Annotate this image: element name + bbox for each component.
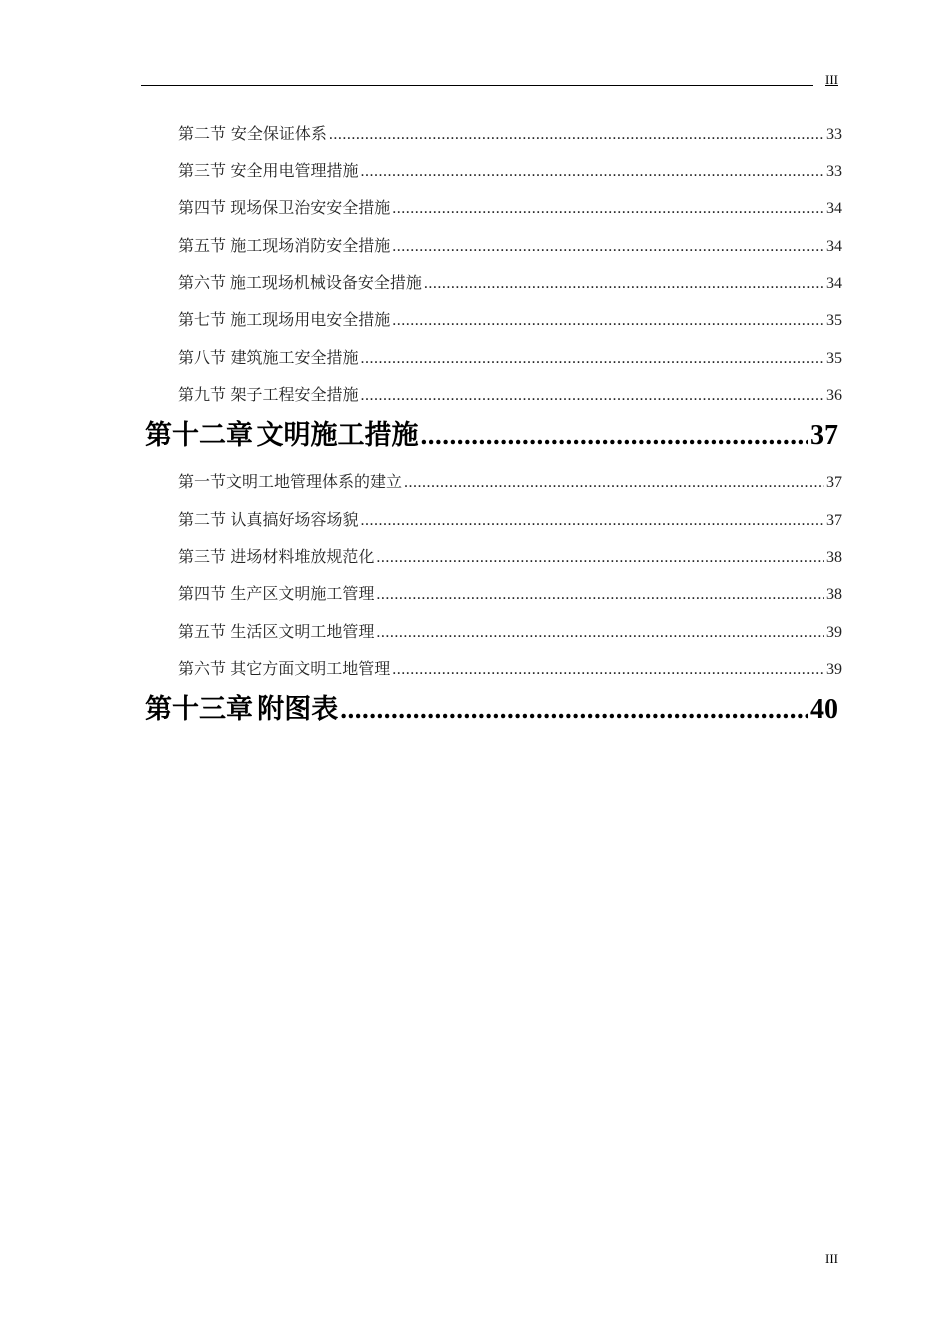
toc-leader xyxy=(361,387,824,405)
toc-entry-number: 第九节 xyxy=(178,385,227,404)
toc-leader xyxy=(421,420,809,451)
toc-chapter-page: 40 xyxy=(810,694,838,725)
toc-entry-title: 生产区文明施工管理 xyxy=(230,584,375,603)
toc-leader xyxy=(329,126,824,144)
toc-entry-number: 第五节 xyxy=(178,236,227,255)
toc-entry-number: 第六节 xyxy=(178,273,227,292)
toc-leader xyxy=(361,350,824,368)
toc-entry-page: 33 xyxy=(826,163,842,180)
toc-chapter-number: 第十二章 xyxy=(145,420,253,451)
toc-leader xyxy=(392,200,824,218)
toc-entry-page: 39 xyxy=(826,624,842,641)
toc-leader xyxy=(392,661,824,679)
toc-entry-number: 第二节 xyxy=(178,510,227,529)
toc-chapter-title: 文明施工措施 xyxy=(256,420,419,451)
toc-entry[interactable] xyxy=(178,656,842,679)
header-page-number: III xyxy=(825,72,838,87)
toc-entry-number: 第二节 xyxy=(178,124,227,143)
toc-entry-number: 第八节 xyxy=(178,348,227,367)
toc-entry-title: 文明工地管理体系的建立 xyxy=(226,472,403,491)
toc-entry-page: 38 xyxy=(826,586,842,603)
toc-entry[interactable] xyxy=(178,121,842,144)
toc-entry-title: 认真搞好场容场貌 xyxy=(230,510,359,529)
toc-entry-page: 39 xyxy=(826,661,842,678)
toc-entry[interactable] xyxy=(178,581,842,604)
toc-entry[interactable] xyxy=(178,544,842,567)
toc-entry-page: 38 xyxy=(826,549,842,566)
toc-entry-title: 施工现场机械设备安全措施 xyxy=(229,273,422,292)
toc-leader xyxy=(404,474,824,492)
toc-entry[interactable] xyxy=(178,195,842,218)
toc-entry-title: 生活区文明工地管理 xyxy=(230,622,375,641)
toc-entry-number: 第五节 xyxy=(178,622,227,641)
footer-page-number: III xyxy=(825,1251,838,1266)
toc-entry-page: 34 xyxy=(826,238,842,255)
toc-chapter-entry[interactable] xyxy=(145,687,838,726)
toc-entry[interactable] xyxy=(178,307,842,330)
toc-leader xyxy=(376,586,824,604)
toc-entry-title: 安全保证体系 xyxy=(230,124,327,143)
toc-entry[interactable] xyxy=(178,507,842,530)
toc-entry-title: 架子工程安全措施 xyxy=(230,385,359,404)
toc-leader xyxy=(424,275,824,293)
toc-entry-page: 35 xyxy=(826,350,842,367)
toc-entry-title: 建筑施工安全措施 xyxy=(230,348,359,367)
toc-entry-page: 34 xyxy=(826,200,842,217)
toc-entry[interactable] xyxy=(178,233,842,256)
toc-leader xyxy=(392,312,824,330)
toc-entry-title: 现场保卫治安安全措施 xyxy=(230,198,391,217)
toc-entry[interactable] xyxy=(178,158,842,181)
toc-chapter-entry[interactable] xyxy=(145,413,838,452)
toc-entry-page: 37 xyxy=(826,474,842,491)
toc-entry[interactable] xyxy=(178,469,842,492)
toc-leader xyxy=(376,624,824,642)
toc-entry-page: 36 xyxy=(826,387,842,404)
toc-entry[interactable] xyxy=(178,382,842,405)
toc-entry-title: 进场材料堆放规范化 xyxy=(230,547,375,566)
toc-entry-number: 第四节 xyxy=(178,584,227,603)
toc-entry-title: 施工现场用电安全措施 xyxy=(230,310,391,329)
toc-leader xyxy=(361,512,824,530)
toc-leader xyxy=(361,163,824,181)
toc-entry-page: 33 xyxy=(826,126,842,143)
toc-entry-number: 第三节 xyxy=(178,547,227,566)
toc-entry-number: 第六节 xyxy=(178,659,227,678)
toc-chapter-number: 第十三章 xyxy=(145,694,253,725)
toc-entry-number: 第三节 xyxy=(178,161,227,180)
toc-entry[interactable] xyxy=(178,619,842,642)
toc-entry-number: 第七节 xyxy=(178,310,227,329)
toc-entry-page: 35 xyxy=(826,312,842,329)
toc-leader xyxy=(340,694,808,725)
toc-entry[interactable] xyxy=(178,345,842,368)
header-rule xyxy=(141,85,813,86)
toc-entry-number: 第一节 xyxy=(178,472,227,491)
toc-chapter-title: 附图表 xyxy=(257,694,339,725)
toc-entry-page: 37 xyxy=(826,512,842,529)
toc-chapter-page: 37 xyxy=(810,420,838,451)
toc-entry-number: 第四节 xyxy=(178,198,227,217)
toc-entry[interactable] xyxy=(178,270,842,293)
toc-entry-title: 施工现场消防安全措施 xyxy=(230,236,391,255)
toc-leader xyxy=(376,549,824,567)
toc-entry-title: 其它方面文明工地管理 xyxy=(230,659,391,678)
toc-entry-title: 安全用电管理措施 xyxy=(230,161,359,180)
toc-entry-page: 34 xyxy=(826,275,842,292)
toc-leader xyxy=(392,238,824,256)
